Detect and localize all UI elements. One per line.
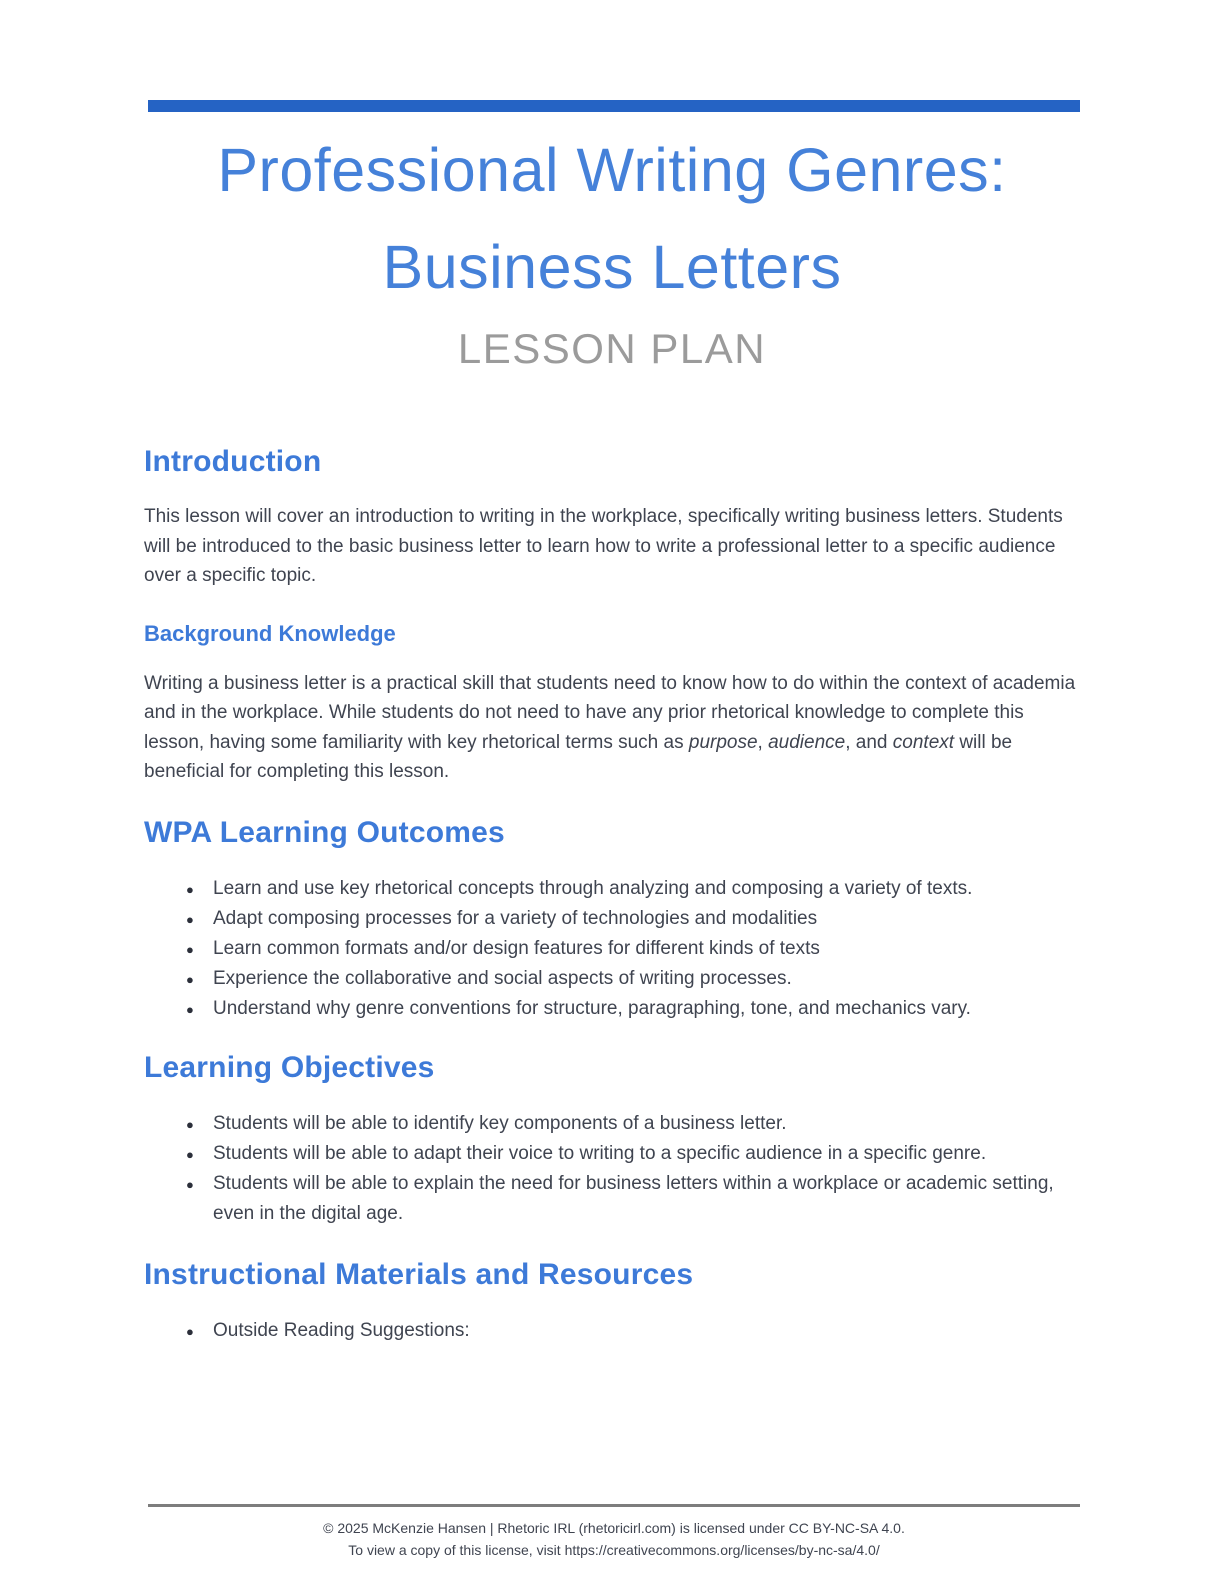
term-audience: audience xyxy=(768,731,846,753)
background-text-end: will be beneficial for completing this lesson. xyxy=(144,731,1013,782)
background-separator-2: , and xyxy=(845,731,893,753)
list-item xyxy=(144,874,1080,904)
list-item xyxy=(144,1109,1080,1139)
document-subtitle: LESSON PLAN xyxy=(457,325,767,372)
document-title xyxy=(144,122,1080,316)
section-wpa-learning-outcomes xyxy=(144,815,1080,1024)
list-item-text: Students will be able to explain the need for business letters within a workplace or academic setting, even in the digital age. xyxy=(213,1172,1054,1224)
wpa-outcomes-list xyxy=(144,874,1080,1024)
list-item-text: Adapt composing processes for a variety of technologies and modalities xyxy=(213,907,818,929)
list-item xyxy=(144,1169,1080,1229)
learning-objectives-heading: Learning Objectives xyxy=(144,1050,435,1084)
list-item-text: Students will be able to identify key components of a business letter. xyxy=(213,1112,787,1134)
footer-license-line2: To view a copy of this license, visit https://creativecommons.org/licenses/by-nc-sa/4.0/ xyxy=(348,1542,880,1558)
document-content xyxy=(144,0,1080,1346)
list-item-text: Experience the collaborative and social aspects of writing processes. xyxy=(213,967,792,989)
background-text-start: Writing a business letter is a practical skill that students need to know how to do within the context of academia and in the workplace. While students do not need to have any prior rhetorical knowledge to complete this lesson, having some familiarity with key rhetorical terms such as xyxy=(144,672,1076,753)
list-item xyxy=(144,934,1080,964)
document-title-line1: Professional Writing Genres: xyxy=(217,136,1007,204)
list-item-text: Understand why genre conventions for structure, paragraphing, tone, and mechanics vary. xyxy=(213,997,971,1019)
wpa-heading: WPA Learning Outcomes xyxy=(144,815,505,849)
list-item xyxy=(144,994,1080,1024)
page-footer xyxy=(148,1504,1080,1561)
list-item xyxy=(144,1139,1080,1169)
document-title-line2: Business Letters xyxy=(382,233,842,301)
background-separator-1: , xyxy=(757,731,769,753)
footer-license-line1: © 2025 McKenzie Hansen | Rhetoric IRL (rhetoricirl.com) is licensed under CC BY-NC-SA 4.0. xyxy=(323,1520,905,1536)
background-knowledge-heading: Background Knowledge xyxy=(144,620,396,646)
list-item-text: Students will be able to adapt their voice to writing to a specific audience in a specific genre. xyxy=(213,1142,987,1164)
section-learning-objectives xyxy=(144,1050,1080,1229)
list-item-text: Learn and use key rhetorical concepts through analyzing and composing a variety of texts. xyxy=(213,877,973,899)
introduction-heading: Introduction xyxy=(144,445,322,478)
instructional-materials-list xyxy=(144,1316,1080,1346)
list-item xyxy=(144,1316,1080,1346)
term-context: context xyxy=(892,731,955,753)
list-item-text: Learn common formats and/or design features for different kinds of texts xyxy=(213,937,820,959)
section-introduction xyxy=(144,444,1080,787)
section-instructional-materials xyxy=(144,1257,1080,1346)
footer-divider xyxy=(148,1504,1080,1507)
list-item xyxy=(144,904,1080,934)
term-purpose: purpose xyxy=(688,731,758,753)
instructional-materials-heading: Instructional Materials and Resources xyxy=(144,1257,694,1291)
list-item-text: Outside Reading Suggestions: xyxy=(213,1319,470,1341)
list-item xyxy=(144,964,1080,994)
footer-license-text xyxy=(148,1517,1080,1561)
learning-objectives-list xyxy=(144,1109,1080,1229)
introduction-paragraph: This lesson will cover an introduction to writing in the workplace, specifically writing business letters. Students will be introduced to the basic business letter to learn how to write a professional letter to a specific audience over a specific topic. xyxy=(144,506,1063,586)
background-knowledge-paragraph xyxy=(144,669,1080,787)
